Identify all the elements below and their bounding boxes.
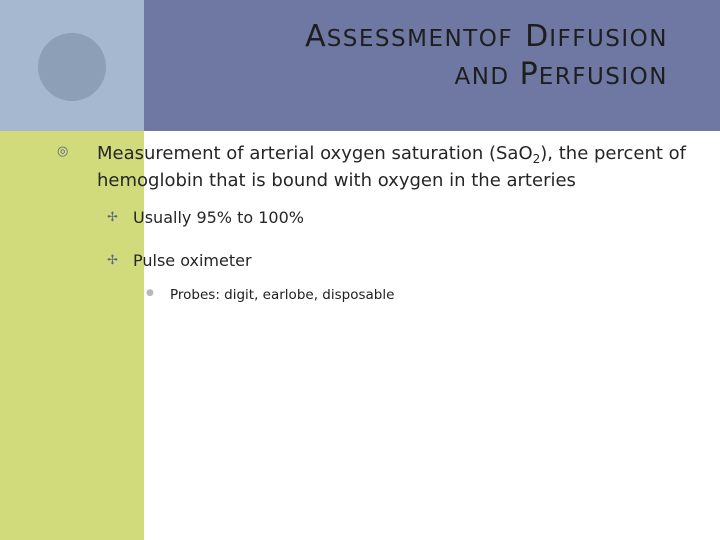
bullet-1-text	[97, 140, 697, 194]
title-word-assessmentof: SSESSMENTOF	[326, 26, 514, 52]
title-word-perfusion: ERFUSION	[538, 64, 668, 90]
title-word-and: AND	[454, 64, 510, 90]
bullet-4-text: Probes: digit, earlobe, disposable	[170, 287, 395, 303]
flower-bullet-icon: ✢	[107, 253, 118, 268]
circle-dot-icon: ◎	[57, 144, 69, 159]
flower-bullet-icon: ✢	[107, 210, 118, 225]
title-bar	[144, 0, 720, 131]
bullet-1-text-start: Measurement of arterial oxygen saturation (SaO	[97, 143, 533, 164]
decorative-circle	[38, 33, 106, 101]
corner-panel	[0, 0, 144, 131]
subscript-2: 2	[532, 152, 541, 166]
title-initial-p: P	[519, 57, 539, 92]
bullet-1-text-end: ), the percent of hemoglobin that is bound with oxygen in the arteries	[97, 143, 687, 191]
title-line-2	[305, 57, 668, 92]
title-initial-d: D	[525, 19, 550, 54]
title-line-1	[305, 19, 668, 54]
bullet-2-text: Usually 95% to 100%	[133, 208, 304, 227]
title-word-diffusion: IFFUSION	[549, 26, 668, 52]
faint-bullet-icon: ●	[146, 288, 154, 298]
bullet-3-text: Pulse oximeter	[133, 251, 252, 270]
title-initial-a: A	[305, 19, 327, 54]
slide-title	[305, 19, 668, 92]
